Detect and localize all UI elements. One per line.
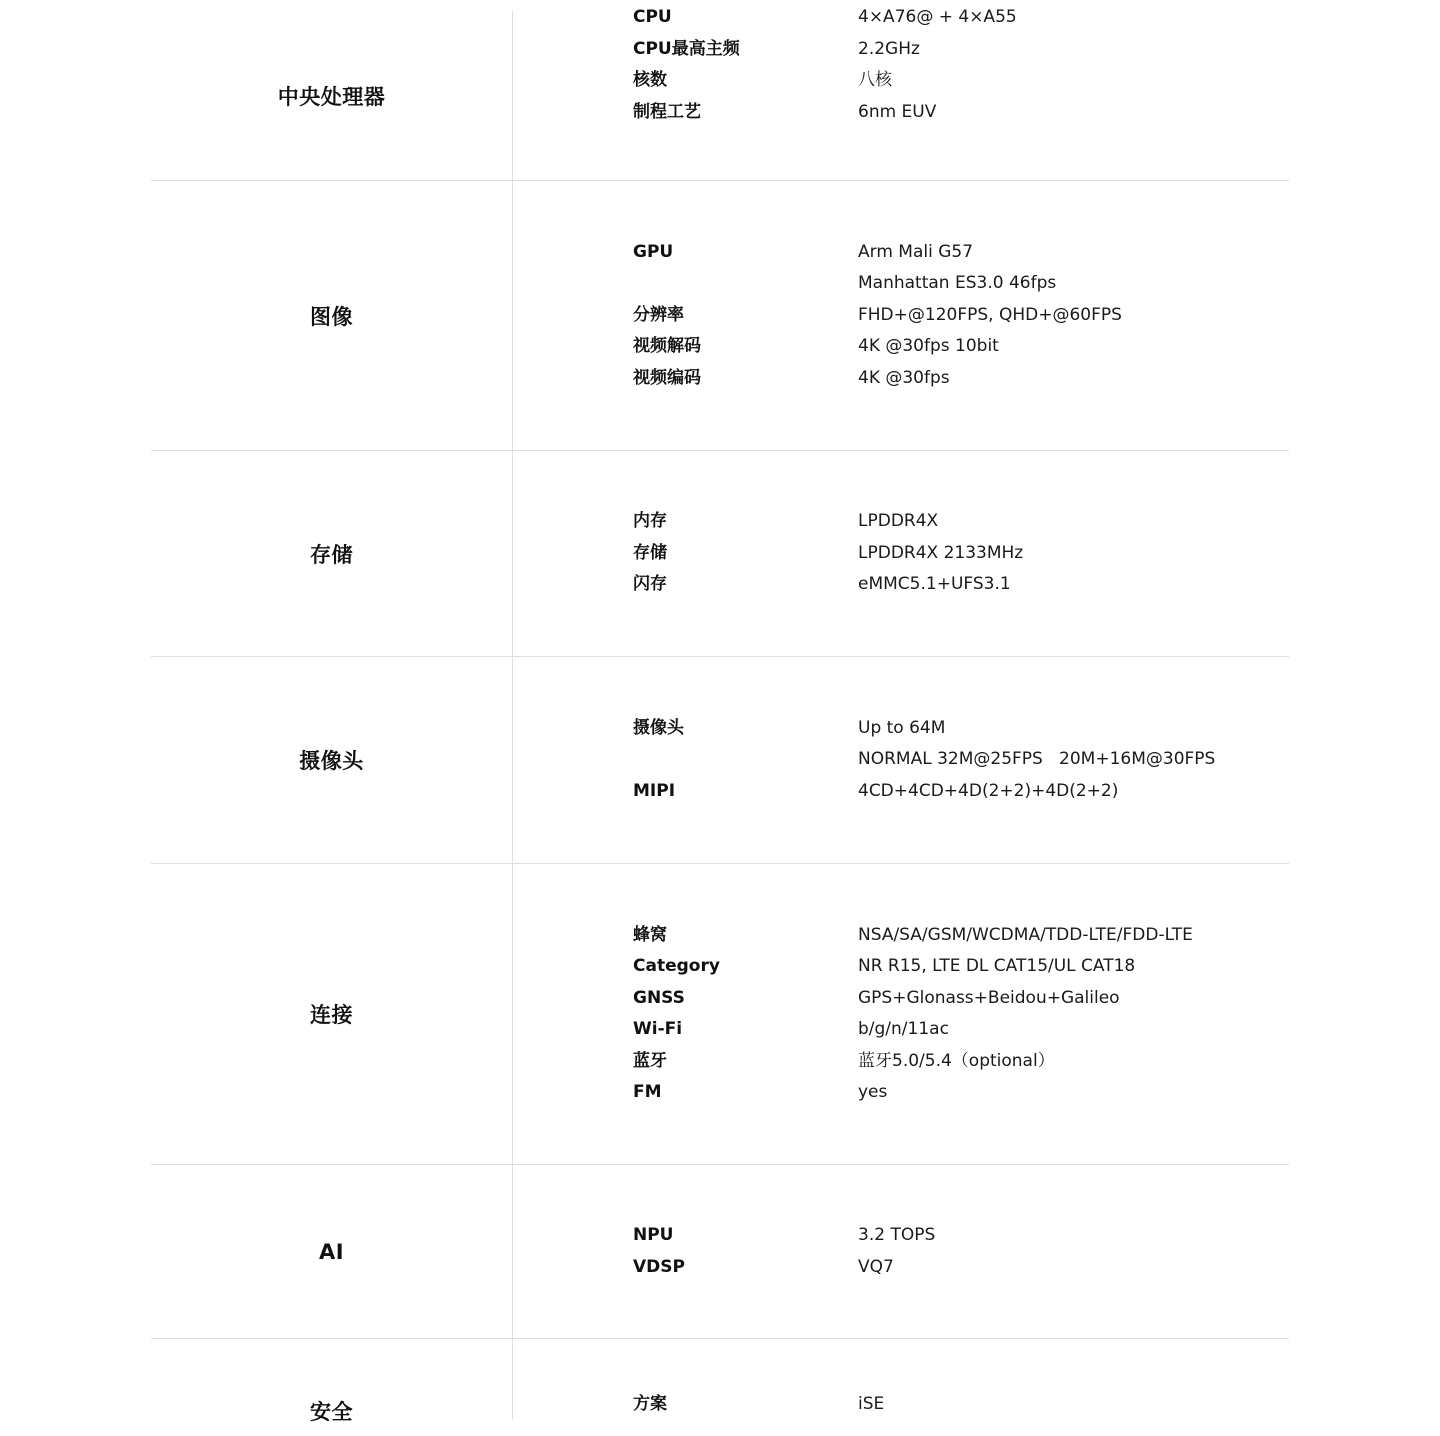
spec-row (633, 1077, 1289, 1109)
spec-list (633, 451, 1289, 656)
spec-list (633, 0, 1289, 132)
spec-value: 4K @30fps (858, 367, 950, 388)
spec-list (633, 657, 1289, 863)
spec-row (633, 1389, 1289, 1421)
spec-value: iSE (858, 1393, 885, 1414)
section-camera (151, 657, 1289, 864)
spec-row (633, 1014, 1289, 1046)
spec-key: Wi-Fi (633, 1019, 683, 1039)
spec-value: eMMC5.1+UFS3.1 (858, 574, 1011, 595)
spec-key: 方案 (633, 1393, 667, 1414)
spec-row (633, 983, 1289, 1015)
spec-value: 蓝牙5.0/5.4（optional） (858, 1050, 1055, 1071)
spec-row (633, 1046, 1289, 1078)
spec-list (633, 1339, 1289, 1420)
spec-list (633, 864, 1289, 1164)
spec-key: 摄像头 (633, 717, 684, 738)
spec-row (633, 363, 1289, 395)
section-storage (151, 451, 1289, 657)
spec-row (633, 1220, 1289, 1252)
spec-key: 闪存 (633, 574, 667, 595)
section-title: 中央处理器 (151, 11, 513, 180)
spec-key: 核数 (633, 70, 667, 90)
spec-value: FHD+@120FPS, QHD+@60FPS (858, 304, 1122, 325)
section-title: 连接 (151, 864, 513, 1164)
spec-key: 制程工艺 (633, 101, 701, 122)
spec-value: 4CD+4CD+4D(2+2)+4D(2+2) (858, 780, 1119, 801)
spec-value: LPDDR4X 2133MHz (858, 542, 1024, 563)
spec-key: MIPI (633, 780, 676, 801)
spec-key: 内存 (633, 511, 667, 532)
spec-row (633, 97, 1289, 129)
spec-key: GPU (633, 241, 674, 262)
section-connectivity (151, 864, 1289, 1165)
spec-key: Category (633, 956, 720, 976)
spec-list (633, 1165, 1289, 1338)
spec-value: GPS+Glonass+Beidou+Galileo (858, 987, 1120, 1008)
spec-row (633, 951, 1289, 983)
spec-key: NPU (633, 1225, 674, 1245)
spec-row (633, 1252, 1289, 1284)
spec-value: Arm Mali G57 Manhattan ES3.0 46fps (858, 241, 1057, 294)
section-title: 存储 (151, 451, 513, 656)
spec-row (633, 331, 1289, 363)
spec-key: CPU (633, 7, 672, 27)
spec-row (633, 237, 1289, 300)
spec-row (633, 300, 1289, 332)
spec-value: NSA/SA/GSM/WCDMA/TDD-LTE/FDD-LTE (858, 924, 1193, 945)
spec-key: 视频编码 (633, 367, 701, 388)
spec-row (633, 34, 1289, 66)
spec-value: 6nm EUV (858, 101, 937, 122)
spec-key: 视频解码 (633, 336, 701, 357)
spec-row (633, 569, 1289, 601)
section-ai (151, 1165, 1289, 1339)
spec-row (633, 65, 1289, 97)
spec-value: LPDDR4X (858, 511, 939, 532)
section-security (151, 1339, 1289, 1424)
section-title: 摄像头 (151, 657, 513, 863)
spec-key: 蜂窝 (633, 924, 667, 945)
spec-key: CPU最高主频 (633, 38, 740, 59)
spec-row (633, 920, 1289, 952)
spec-key: 蓝牙 (633, 1050, 667, 1071)
section-title: AI (151, 1165, 513, 1338)
spec-key: GNSS (633, 987, 685, 1008)
spec-list (633, 181, 1289, 450)
spec-key: 存储 (633, 542, 667, 563)
spec-value: VQ7 (858, 1256, 894, 1277)
spec-key: VDSP (633, 1256, 685, 1277)
spec-key: FM (633, 1082, 662, 1102)
spec-value: 4×A76@ + 4×A55 (858, 7, 1017, 27)
spec-value: 4K @30fps 10bit (858, 336, 999, 357)
spec-key: 分辨率 (633, 304, 684, 325)
section-title: 图像 (151, 181, 513, 450)
spec-row (633, 776, 1289, 808)
spec-value: 2.2GHz (858, 38, 920, 59)
spec-row (633, 506, 1289, 538)
spec-value: Up to 64M NORMAL 32M@25FPS 20M+16M@30FPS (858, 717, 1216, 770)
section-cpu (151, 0, 1289, 181)
spec-value: 3.2 TOPS (858, 1225, 936, 1245)
spec-value: NR R15, LTE DL CAT15/UL CAT18 (858, 956, 1136, 976)
spec-value: yes (858, 1082, 888, 1102)
spec-value: b/g/n/11ac (858, 1019, 949, 1039)
section-title: 安全 (151, 1339, 513, 1420)
spec-row (633, 2, 1289, 34)
spec-value: 八核 (858, 70, 892, 90)
spec-row (633, 538, 1289, 570)
section-graphics (151, 181, 1289, 451)
spec-row (633, 713, 1289, 776)
